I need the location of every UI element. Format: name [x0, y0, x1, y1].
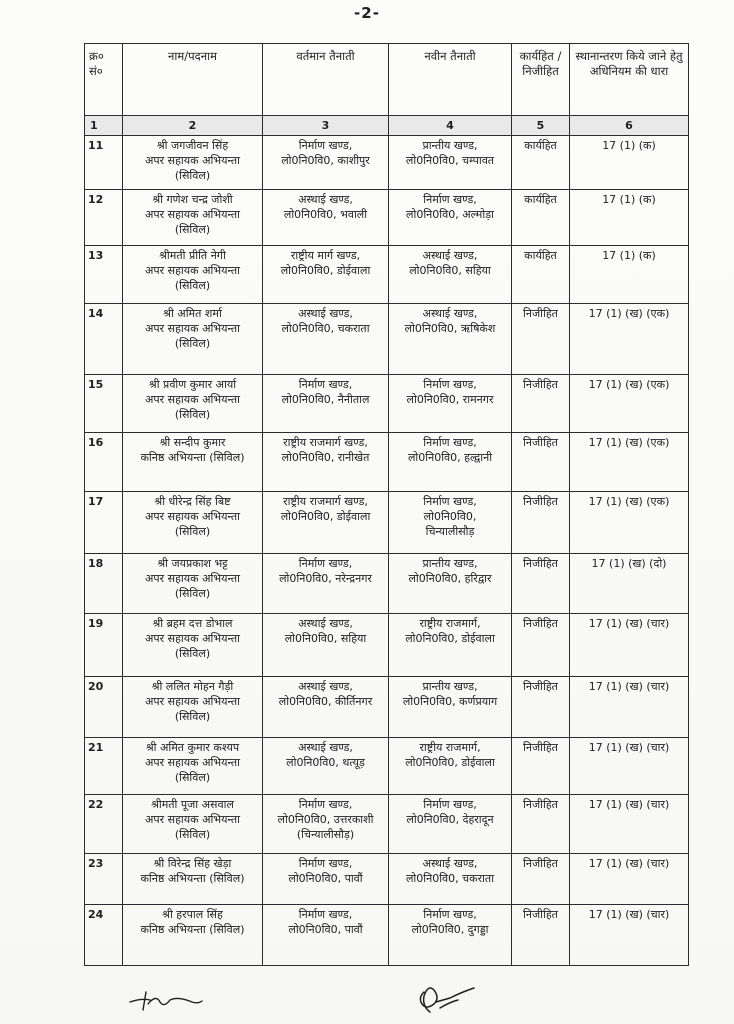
current-posting-line: लो0नि0वि0, नरेन्द्रनगर [279, 572, 372, 585]
table-row [85, 246, 689, 304]
new-posting-line: प्रान्तीय खण्ड, [422, 139, 478, 152]
new-posting-line: लो0नि0वि0, हल्द्वानी [407, 451, 493, 464]
act-section: 17 (1) (ख) (एक) [570, 304, 689, 375]
header-sno: क्र० सं० [85, 44, 123, 116]
current-posting-line: लो0नि0वि0, काशीपुर [281, 154, 370, 167]
current-posting-line: लो0नि0वि0, नैनीताल [281, 393, 370, 406]
table-row [85, 190, 689, 246]
table-row [85, 304, 689, 375]
employee-name [123, 304, 263, 375]
new-posting-line: लो0नि0वि0, अल्मोड़ा [406, 208, 494, 221]
new-posting-line: अस्थाई खण्ड, [422, 307, 478, 320]
act-section: 17 (1) (ख) (एक) [570, 433, 689, 492]
header-row [85, 44, 689, 116]
current-posting-line: लो0नि0वि0, डोईवाला [280, 264, 371, 277]
employee-name-line: (सिविल) [174, 587, 211, 600]
employee-name [123, 905, 263, 966]
interest-type: कार्यहित [512, 136, 570, 190]
header-act-section: स्थानान्तरण किये जाने हेतु अधिनियम की धारा [570, 44, 689, 116]
employee-name [123, 738, 263, 795]
new-posting-line: लो0नि0वि0, सहिया [409, 264, 491, 277]
employee-name-line: अपर सहायक अभियन्ता [145, 813, 240, 826]
current-posting [263, 738, 389, 795]
current-posting [263, 795, 389, 854]
current-posting [263, 136, 389, 190]
employee-name [123, 375, 263, 433]
current-posting-line: निर्माण खण्ड, [298, 557, 353, 570]
table-row [85, 854, 689, 905]
new-posting-line: प्रान्तीय खण्ड, [422, 557, 478, 570]
new-posting-line: लो0नि0वि0, डोईवाला [405, 632, 495, 645]
interest-type: निजीहित [512, 304, 570, 375]
employee-name-line: (सिविल) [174, 279, 211, 292]
serial-number: 17 [85, 492, 123, 554]
employee-name-line: श्री प्रवीण कुमार आर्या [148, 378, 237, 391]
new-posting-line: लो0नि0वि0, हरिद्वार [408, 572, 492, 585]
header-current-posting: वर्तमान तैनाती [263, 44, 389, 116]
employee-name-line: श्री जयप्रकाश भट्ट [157, 557, 228, 570]
employee-name-line: (सिविल) [174, 169, 211, 182]
current-posting-line: (चिन्यालीसौड़) [296, 828, 355, 841]
employee-name-line: (सिविल) [174, 337, 211, 350]
signature-left-icon [126, 986, 206, 1016]
new-posting-line: अस्थाई खण्ड, [422, 249, 478, 262]
new-posting-line: निर्माण खण्ड, [423, 436, 477, 449]
current-posting [263, 554, 389, 614]
new-posting [389, 190, 512, 246]
employee-name-line: श्री विरेन्द्र सिंह खेड़ा [153, 857, 232, 870]
column-number: 5 [512, 116, 570, 136]
employee-name-line: अपर सहायक अभियन्ता [145, 208, 240, 221]
current-posting-line: निर्माण खण्ड, [298, 378, 353, 391]
act-section: 17 (1) (क) [570, 136, 689, 190]
employee-name [123, 190, 263, 246]
employee-name-line: अपर सहायक अभियन्ता [145, 393, 240, 406]
employee-name [123, 614, 263, 677]
act-section: 17 (1) (ख) (चार) [570, 738, 689, 795]
serial-number: 15 [85, 375, 123, 433]
serial-number: 11 [85, 136, 123, 190]
current-posting [263, 677, 389, 738]
new-posting-line: निर्माण खण्ड, [423, 495, 477, 508]
employee-name-line: श्री अमित कुमार कश्यप [145, 741, 240, 754]
employee-name-line: अपर सहायक अभियन्ता [145, 154, 240, 167]
employee-name-line: (सिविल) [174, 647, 211, 660]
current-posting [263, 854, 389, 905]
act-section: 17 (1) (ख) (चार) [570, 854, 689, 905]
current-posting [263, 304, 389, 375]
current-posting-line: निर्माण खण्ड, [298, 857, 353, 870]
new-posting-line: लो0नि0वि0, देहरादून [406, 813, 494, 826]
table-row [85, 375, 689, 433]
interest-type: निजीहित [512, 677, 570, 738]
new-posting [389, 614, 512, 677]
table-row [85, 677, 689, 738]
table-row [85, 433, 689, 492]
employee-name [123, 136, 263, 190]
current-posting [263, 190, 389, 246]
new-posting-line: लो0नि0वि0, कर्णप्रयाग [402, 695, 498, 708]
new-posting [389, 738, 512, 795]
act-section: 17 (1) (ख) (एक) [570, 375, 689, 433]
current-posting-line: लो0नि0वि0, चकराता [281, 322, 370, 335]
current-posting-line: राष्ट्रीय मार्ग खण्ड, [290, 249, 361, 262]
employee-name [123, 433, 263, 492]
current-posting [263, 246, 389, 304]
current-posting-line: राष्ट्रीय राजमार्ग खण्ड, [283, 495, 368, 508]
new-posting-line: लो0नि0वि0, चकराता [405, 872, 495, 885]
serial-number: 24 [85, 905, 123, 966]
employee-name [123, 246, 263, 304]
new-posting-line: राष्ट्रीय राजमार्ग, [419, 741, 481, 754]
employee-name-line: अपर सहायक अभियन्ता [145, 695, 240, 708]
employee-name-line: अपर सहायक अभियन्ता [145, 264, 240, 277]
column-number: 1 [85, 116, 123, 136]
current-posting-line: लो0नि0वि0, थत्यूड़ [286, 756, 365, 769]
new-posting-line: निर्माण खण्ड, [423, 908, 477, 921]
new-posting-line: चिन्यालीसौड़ [425, 525, 475, 538]
employee-name-line: (सिविल) [174, 710, 211, 723]
employee-name-line: कनिष्ठ अभियन्ता (सिविल) [140, 872, 245, 885]
current-posting [263, 614, 389, 677]
serial-number: 22 [85, 795, 123, 854]
act-section: 17 (1) (क) [570, 190, 689, 246]
employee-name-line: श्री जगजीवन सिंह [156, 139, 229, 152]
employee-name-line: श्री गणेश चन्द्र जोशी [152, 193, 233, 206]
interest-type: निजीहित [512, 614, 570, 677]
current-posting-line: अस्थाई खण्ड, [298, 741, 353, 754]
current-posting-line: लो0नि0वि0, डोईवाला [280, 510, 371, 523]
table-row [85, 492, 689, 554]
new-posting-line: लो0नि0वि0, ऋषिकेश [404, 322, 496, 335]
employee-name-line: श्री सन्दीप कुमार [159, 436, 226, 449]
employee-name [123, 677, 263, 738]
employee-name [123, 795, 263, 854]
new-posting-line: लो0नि0वि0, डोईवाला [405, 756, 495, 769]
current-posting-line: अस्थाई खण्ड, [298, 193, 353, 206]
employee-name [123, 554, 263, 614]
new-posting-line: लो0नि0वि0, चम्पावत [405, 154, 495, 167]
current-posting [263, 375, 389, 433]
current-posting-line: निर्माण खण्ड, [298, 908, 353, 921]
new-posting [389, 246, 512, 304]
current-posting-line: राष्ट्रीय राजमार्ग खण्ड, [283, 436, 368, 449]
interest-type: निजीहित [512, 492, 570, 554]
table-row [85, 795, 689, 854]
interest-type: कार्यहित [512, 190, 570, 246]
current-posting-line: अस्थाई खण्ड, [298, 307, 353, 320]
employee-name-line: (सिविल) [174, 223, 211, 236]
employee-name-line: (सिविल) [174, 525, 211, 538]
serial-number: 21 [85, 738, 123, 795]
act-section: 17 (1) (ख) (चार) [570, 905, 689, 966]
current-posting-line: लो0नि0वि0, पावौं [288, 872, 363, 885]
new-posting-line: राष्ट्रीय राजमार्ग, [419, 617, 481, 630]
column-number: 3 [263, 116, 389, 136]
act-section: 17 (1) (ख) (दो) [570, 554, 689, 614]
header-new-posting: नवीन तैनाती [389, 44, 512, 116]
current-posting [263, 433, 389, 492]
act-section: 17 (1) (ख) (चार) [570, 614, 689, 677]
employee-name-line: श्री अमित शर्मा [163, 307, 222, 320]
serial-number: 20 [85, 677, 123, 738]
new-posting-line: निर्माण खण्ड, [423, 193, 477, 206]
transfer-table [84, 43, 689, 966]
table-row [85, 554, 689, 614]
interest-type: निजीहित [512, 905, 570, 966]
current-posting-line: लो0नि0वि0, पावौं [288, 923, 363, 936]
page-number: -2- [354, 4, 380, 22]
new-posting [389, 905, 512, 966]
current-posting [263, 905, 389, 966]
employee-name-line: श्री धीरेन्द्र सिंह बिष्ट [154, 495, 231, 508]
employee-name-line: अपर सहायक अभियन्ता [145, 632, 240, 645]
interest-type: निजीहित [512, 554, 570, 614]
interest-type: निजीहित [512, 854, 570, 905]
employee-name-line: कनिष्ठ अभियन्ता (सिविल) [140, 451, 245, 464]
new-posting [389, 677, 512, 738]
serial-number: 23 [85, 854, 123, 905]
new-posting [389, 854, 512, 905]
interest-type: निजीहित [512, 375, 570, 433]
employee-name-line: अपर सहायक अभियन्ता [145, 572, 240, 585]
employee-name-line: कनिष्ठ अभियन्ता (सिविल) [140, 923, 245, 936]
new-posting [389, 795, 512, 854]
table-row [85, 136, 689, 190]
serial-number: 14 [85, 304, 123, 375]
employee-name-line: श्री ब्रहम दत्त डोभाल [152, 617, 233, 630]
table-body [85, 136, 689, 966]
new-posting-line: निर्माण खण्ड, [423, 378, 477, 391]
employee-name [123, 854, 263, 905]
current-posting-line: लो0नि0वि0, उत्तरकाशी [277, 813, 374, 826]
interest-type: निजीहित [512, 795, 570, 854]
employee-name-line: श्रीमती प्रीति नेगी [159, 249, 226, 262]
interest-type: निजीहित [512, 433, 570, 492]
new-posting-line: लो0नि0वि0, रामनगर [406, 393, 494, 406]
serial-number: 16 [85, 433, 123, 492]
new-posting [389, 492, 512, 554]
employee-name-line: अपर सहायक अभियन्ता [145, 510, 240, 523]
current-posting-line: निर्माण खण्ड, [298, 139, 353, 152]
new-posting-line: लो0नि0वि0, दुगड्डा [411, 923, 489, 936]
employee-name [123, 492, 263, 554]
serial-number: 13 [85, 246, 123, 304]
current-posting-line: अस्थाई खण्ड, [298, 680, 353, 693]
current-posting-line: लो0नि0वि0, सहिया [284, 632, 367, 645]
column-number: 6 [570, 116, 689, 136]
serial-number: 12 [85, 190, 123, 246]
table-row [85, 738, 689, 795]
employee-name-line: (सिविल) [174, 828, 211, 841]
employee-name-line: अपर सहायक अभियन्ता [145, 756, 240, 769]
employee-name-line: श्री हरपाल सिंह [162, 908, 223, 921]
employee-name-line: (सिविल) [174, 771, 211, 784]
new-posting-line: अस्थाई खण्ड, [422, 857, 478, 870]
act-section: 17 (1) (ख) (चार) [570, 795, 689, 854]
header-name: नाम/पदनाम [123, 44, 263, 116]
column-number-row [85, 116, 689, 136]
new-posting-line: प्रान्तीय खण्ड, [422, 680, 478, 693]
interest-type: कार्यहित [512, 246, 570, 304]
employee-name-line: अपर सहायक अभियन्ता [145, 322, 240, 335]
interest-type: निजीहित [512, 738, 570, 795]
current-posting [263, 492, 389, 554]
table-row [85, 614, 689, 677]
header-interest-type: कार्यहित / निजीहित [512, 44, 570, 116]
act-section: 17 (1) (क) [570, 246, 689, 304]
column-number: 4 [389, 116, 512, 136]
new-posting [389, 304, 512, 375]
new-posting [389, 433, 512, 492]
employee-name-line: (सिविल) [174, 408, 211, 421]
act-section: 17 (1) (ख) (एक) [570, 492, 689, 554]
signature-right-icon [410, 978, 484, 1018]
current-posting-line: निर्माण खण्ड, [298, 798, 353, 811]
table-row [85, 905, 689, 966]
current-posting-line: लो0नि0वि0, रानीखेत [281, 451, 370, 464]
new-posting-line: लो0नि0वि0, [423, 510, 477, 523]
employee-name-line: श्रीमती पूजा असवाल [151, 798, 234, 811]
employee-name-line: श्री ललित मोहन गैड़ी [151, 680, 234, 693]
column-number: 2 [123, 116, 263, 136]
serial-number: 18 [85, 554, 123, 614]
new-posting [389, 375, 512, 433]
current-posting-line: लो0नि0वि0, कीर्तिनगर [278, 695, 373, 708]
current-posting-line: लो0नि0वि0, भवाली [283, 208, 368, 221]
current-posting-line: अस्थाई खण्ड, [298, 617, 353, 630]
new-posting [389, 136, 512, 190]
serial-number: 19 [85, 614, 123, 677]
new-posting-line: निर्माण खण्ड, [423, 798, 477, 811]
new-posting [389, 554, 512, 614]
act-section: 17 (1) (ख) (चार) [570, 677, 689, 738]
